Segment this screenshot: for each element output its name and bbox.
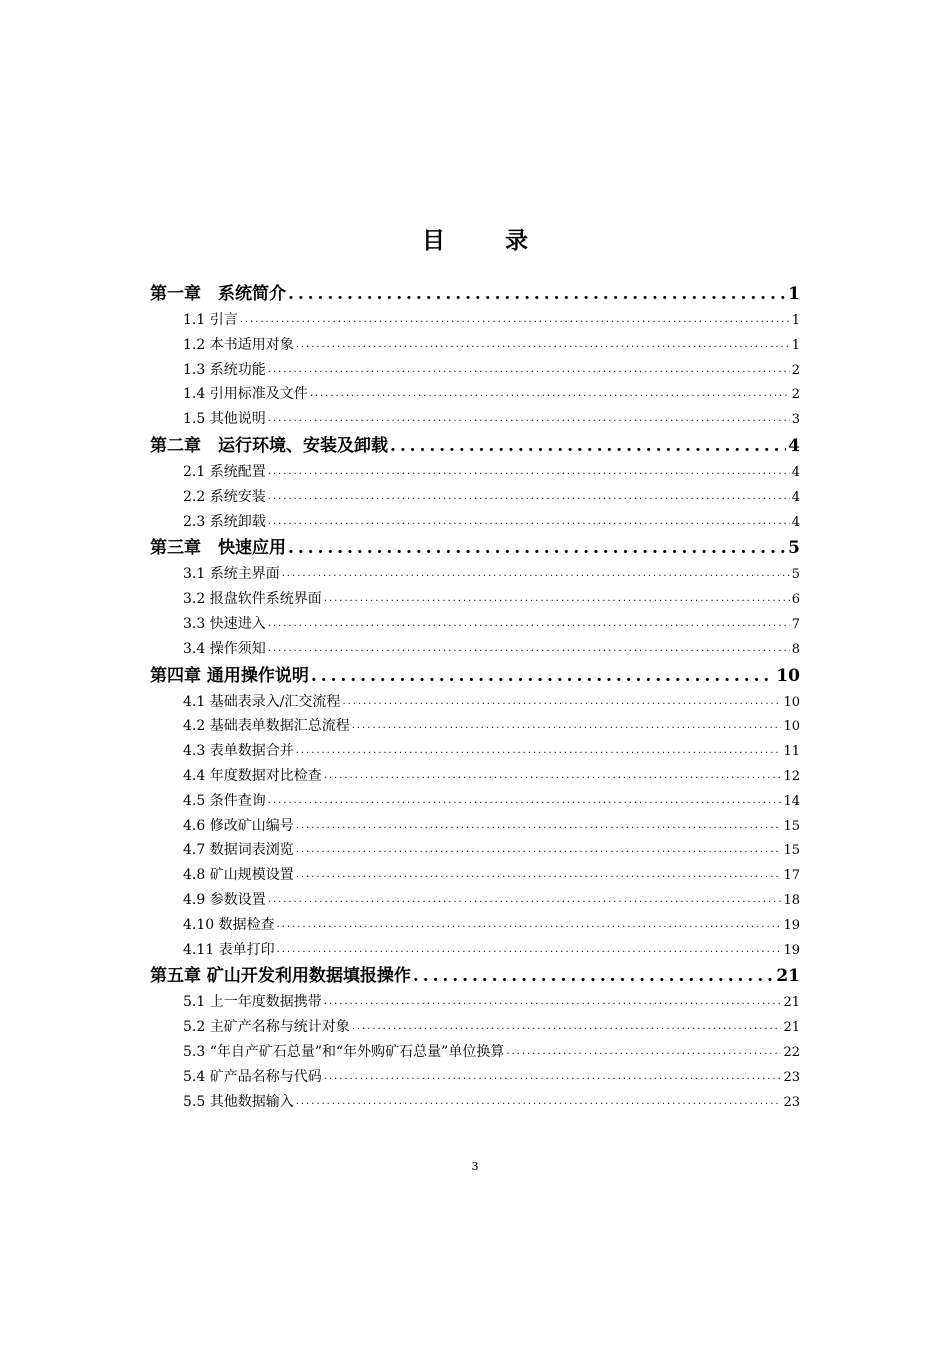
toc-entry-label: 2.3 系统卸载 bbox=[183, 513, 266, 530]
toc-entry-page: 14 bbox=[783, 793, 800, 809]
dot-leader bbox=[296, 814, 782, 839]
dot-leader bbox=[268, 485, 790, 510]
dot-leader bbox=[296, 838, 782, 863]
toc-entry-page: 19 bbox=[783, 917, 800, 933]
toc-entry-page: 15 bbox=[783, 818, 800, 834]
toc-section-entry[interactable] bbox=[150, 838, 800, 863]
toc-entry-page: 18 bbox=[783, 892, 800, 908]
toc-entry-page: 4 bbox=[791, 464, 800, 480]
toc-entry-label: 4.9 参数设置 bbox=[183, 891, 266, 908]
dot-leader bbox=[413, 962, 774, 990]
toc-entry-label: 4.5 条件查询 bbox=[183, 792, 266, 809]
toc-section-entry[interactable] bbox=[150, 814, 800, 839]
toc-section-entry[interactable] bbox=[150, 1040, 800, 1065]
toc-entry-page: 21 bbox=[783, 995, 800, 1011]
toc-section-entry[interactable] bbox=[150, 382, 800, 407]
toc-section-entry[interactable] bbox=[150, 690, 800, 715]
dot-leader bbox=[310, 382, 790, 407]
toc-entry-label: 1.5 其他说明 bbox=[183, 411, 266, 428]
toc-chapter-entry[interactable] bbox=[150, 280, 800, 308]
toc-entry-page: 22 bbox=[783, 1044, 800, 1060]
dot-leader bbox=[268, 358, 790, 383]
dot-leader bbox=[268, 407, 790, 432]
toc-section-entry[interactable] bbox=[150, 938, 800, 963]
dot-leader bbox=[268, 888, 782, 913]
dot-leader bbox=[288, 280, 786, 308]
toc-entry-page: 10 bbox=[783, 719, 800, 735]
toc-section-entry[interactable] bbox=[150, 789, 800, 814]
toc-entry-label: 4.7 数据词表浏览 bbox=[183, 842, 294, 859]
toc-entry-page: 23 bbox=[783, 1094, 800, 1110]
toc-entry-label: 3.1 系统主界面 bbox=[183, 566, 280, 583]
toc-entry-page: 23 bbox=[783, 1069, 800, 1085]
toc-entry-label: 5.4 矿产品名称与代码 bbox=[183, 1068, 322, 1085]
dot-leader bbox=[268, 510, 790, 535]
toc-entry-page: 10 bbox=[776, 665, 800, 686]
toc-section-entry[interactable] bbox=[150, 510, 800, 535]
toc-section-entry[interactable] bbox=[150, 1090, 800, 1115]
toc-entry-label: 4.1 基础表录入/汇交流程 bbox=[183, 693, 341, 710]
toc-section-entry[interactable] bbox=[150, 1065, 800, 1090]
dot-leader bbox=[282, 562, 790, 587]
toc-section-entry[interactable] bbox=[150, 990, 800, 1015]
toc-entry-page: 8 bbox=[791, 641, 800, 657]
dot-leader bbox=[296, 863, 782, 888]
toc-section-entry[interactable] bbox=[150, 308, 800, 333]
dot-leader bbox=[288, 534, 786, 562]
toc-entry-label: 1.1 引言 bbox=[183, 312, 238, 328]
dot-leader bbox=[352, 1015, 782, 1040]
dot-leader bbox=[342, 690, 781, 715]
dot-leader bbox=[296, 739, 782, 764]
toc-section-entry[interactable] bbox=[150, 358, 800, 383]
dot-leader bbox=[268, 612, 790, 637]
toc-chapter-entry[interactable] bbox=[150, 962, 800, 990]
dot-leader bbox=[324, 1065, 782, 1090]
dot-leader bbox=[277, 913, 782, 938]
toc-entry-label: 5.2 主矿产名称与统计对象 bbox=[183, 1019, 350, 1036]
toc-entry-page: 10 bbox=[783, 694, 800, 710]
toc-section-entry[interactable] bbox=[150, 714, 800, 739]
toc-section-entry[interactable] bbox=[150, 485, 800, 510]
dot-leader bbox=[268, 460, 790, 485]
toc-entry-label: 4.8 矿山规模设置 bbox=[183, 867, 294, 884]
toc-entry-label: 5.5 其他数据输入 bbox=[183, 1093, 294, 1110]
toc-entry-page: 21 bbox=[776, 966, 800, 987]
toc-entry-label: 4.4 年度数据对比检查 bbox=[183, 767, 322, 784]
toc-entry-page: 4 bbox=[791, 514, 800, 530]
toc-entry-page: 2 bbox=[791, 362, 800, 378]
dot-leader bbox=[506, 1040, 781, 1065]
dot-leader bbox=[311, 662, 774, 690]
dot-leader bbox=[324, 587, 790, 612]
toc-section-entry[interactable] bbox=[150, 562, 800, 587]
toc-entry-page: 6 bbox=[791, 592, 800, 608]
toc-entry-page: 5 bbox=[788, 538, 800, 559]
toc-section-entry[interactable] bbox=[150, 407, 800, 432]
toc-entry-page: 7 bbox=[791, 616, 800, 632]
toc-entry-label: 第一章 系统简介 bbox=[150, 284, 286, 304]
toc-entry-page: 21 bbox=[783, 1020, 800, 1036]
toc-entry-label: 4.10 数据检查 bbox=[183, 916, 275, 933]
toc-entry-label: 2.1 系统配置 bbox=[183, 463, 266, 480]
toc-entry-label: 第三章 快速应用 bbox=[150, 538, 286, 559]
toc-chapter-entry[interactable] bbox=[150, 432, 800, 460]
dot-leader bbox=[352, 714, 782, 739]
toc-entry-page: 17 bbox=[783, 868, 800, 884]
toc-entry-page: 4 bbox=[791, 489, 800, 505]
toc-entry-label: 4.2 基础表单数据汇总流程 bbox=[183, 718, 350, 735]
toc-section-entry[interactable] bbox=[150, 587, 800, 612]
dot-leader bbox=[296, 333, 790, 358]
toc-entry-label: 第二章 运行环境、安装及卸载 bbox=[150, 435, 388, 456]
dot-leader bbox=[324, 990, 782, 1015]
toc-entry-page: 5 bbox=[791, 567, 800, 583]
toc-entry-label: 5.3 “年自产矿石总量”和“年外购矿石总量”单位换算 bbox=[183, 1043, 505, 1060]
toc-entry-page: 1 bbox=[788, 284, 800, 304]
toc-entry-page: 1 bbox=[791, 337, 800, 353]
toc-entry-label: 1.2 本书适用对象 bbox=[183, 336, 294, 353]
toc-section-entry[interactable] bbox=[150, 333, 800, 358]
toc-entry-label: 第四章 通用操作说明 bbox=[150, 665, 309, 686]
dot-leader bbox=[324, 764, 782, 789]
toc-entry-label: 3.4 操作须知 bbox=[183, 640, 266, 657]
toc-section-entry[interactable] bbox=[150, 637, 800, 662]
toc-entry-label: 3.2 报盘软件系统界面 bbox=[183, 591, 322, 608]
toc-entry-page: 12 bbox=[783, 768, 800, 784]
toc-entry-label: 第五章 矿山开发利用数据填报操作 bbox=[150, 966, 411, 987]
toc-entry-page: 4 bbox=[788, 435, 800, 456]
toc-section-entry[interactable] bbox=[150, 764, 800, 789]
toc-entry-label: 4.6 修改矿山编号 bbox=[183, 817, 294, 834]
toc-section-entry[interactable] bbox=[150, 739, 800, 764]
toc-section-entry[interactable] bbox=[150, 888, 800, 913]
dot-leader bbox=[296, 1090, 782, 1115]
toc-entry-label: 5.1 上一年度数据携带 bbox=[183, 994, 322, 1011]
toc-section-entry[interactable] bbox=[150, 1015, 800, 1040]
toc-section-entry[interactable] bbox=[150, 460, 800, 485]
dot-leader bbox=[390, 432, 786, 460]
toc-section-entry[interactable] bbox=[150, 863, 800, 888]
toc-entry-page: 15 bbox=[783, 843, 800, 859]
toc-section-entry[interactable] bbox=[150, 913, 800, 938]
toc-entry-label: 1.4 引用标准及文件 bbox=[183, 386, 308, 403]
toc-entry-page: 19 bbox=[783, 942, 800, 958]
table-of-contents bbox=[150, 280, 800, 1114]
toc-entry-label: 3.3 快速进入 bbox=[183, 615, 266, 632]
toc-chapter-entry[interactable] bbox=[150, 662, 800, 690]
toc-entry-label: 4.3 表单数据合并 bbox=[183, 743, 294, 760]
toc-entry-label: 4.11 表单打印 bbox=[183, 941, 275, 958]
page-title: 目 录 bbox=[421, 227, 554, 254]
toc-entry-page: 3 bbox=[791, 412, 800, 428]
dot-leader bbox=[277, 938, 782, 963]
toc-entry-page: 1 bbox=[791, 313, 800, 328]
toc-entry-label: 2.2 系统安装 bbox=[183, 488, 266, 505]
toc-entry-label: 1.3 系统功能 bbox=[183, 361, 266, 378]
toc-section-entry[interactable] bbox=[150, 612, 800, 637]
toc-chapter-entry[interactable] bbox=[150, 534, 800, 562]
toc-entry-page: 11 bbox=[783, 744, 800, 760]
dot-leader bbox=[268, 789, 782, 814]
dot-leader bbox=[268, 637, 790, 662]
toc-entry-page: 2 bbox=[791, 387, 800, 403]
dot-leader bbox=[240, 308, 790, 333]
page-number: 3 bbox=[471, 1160, 479, 1173]
